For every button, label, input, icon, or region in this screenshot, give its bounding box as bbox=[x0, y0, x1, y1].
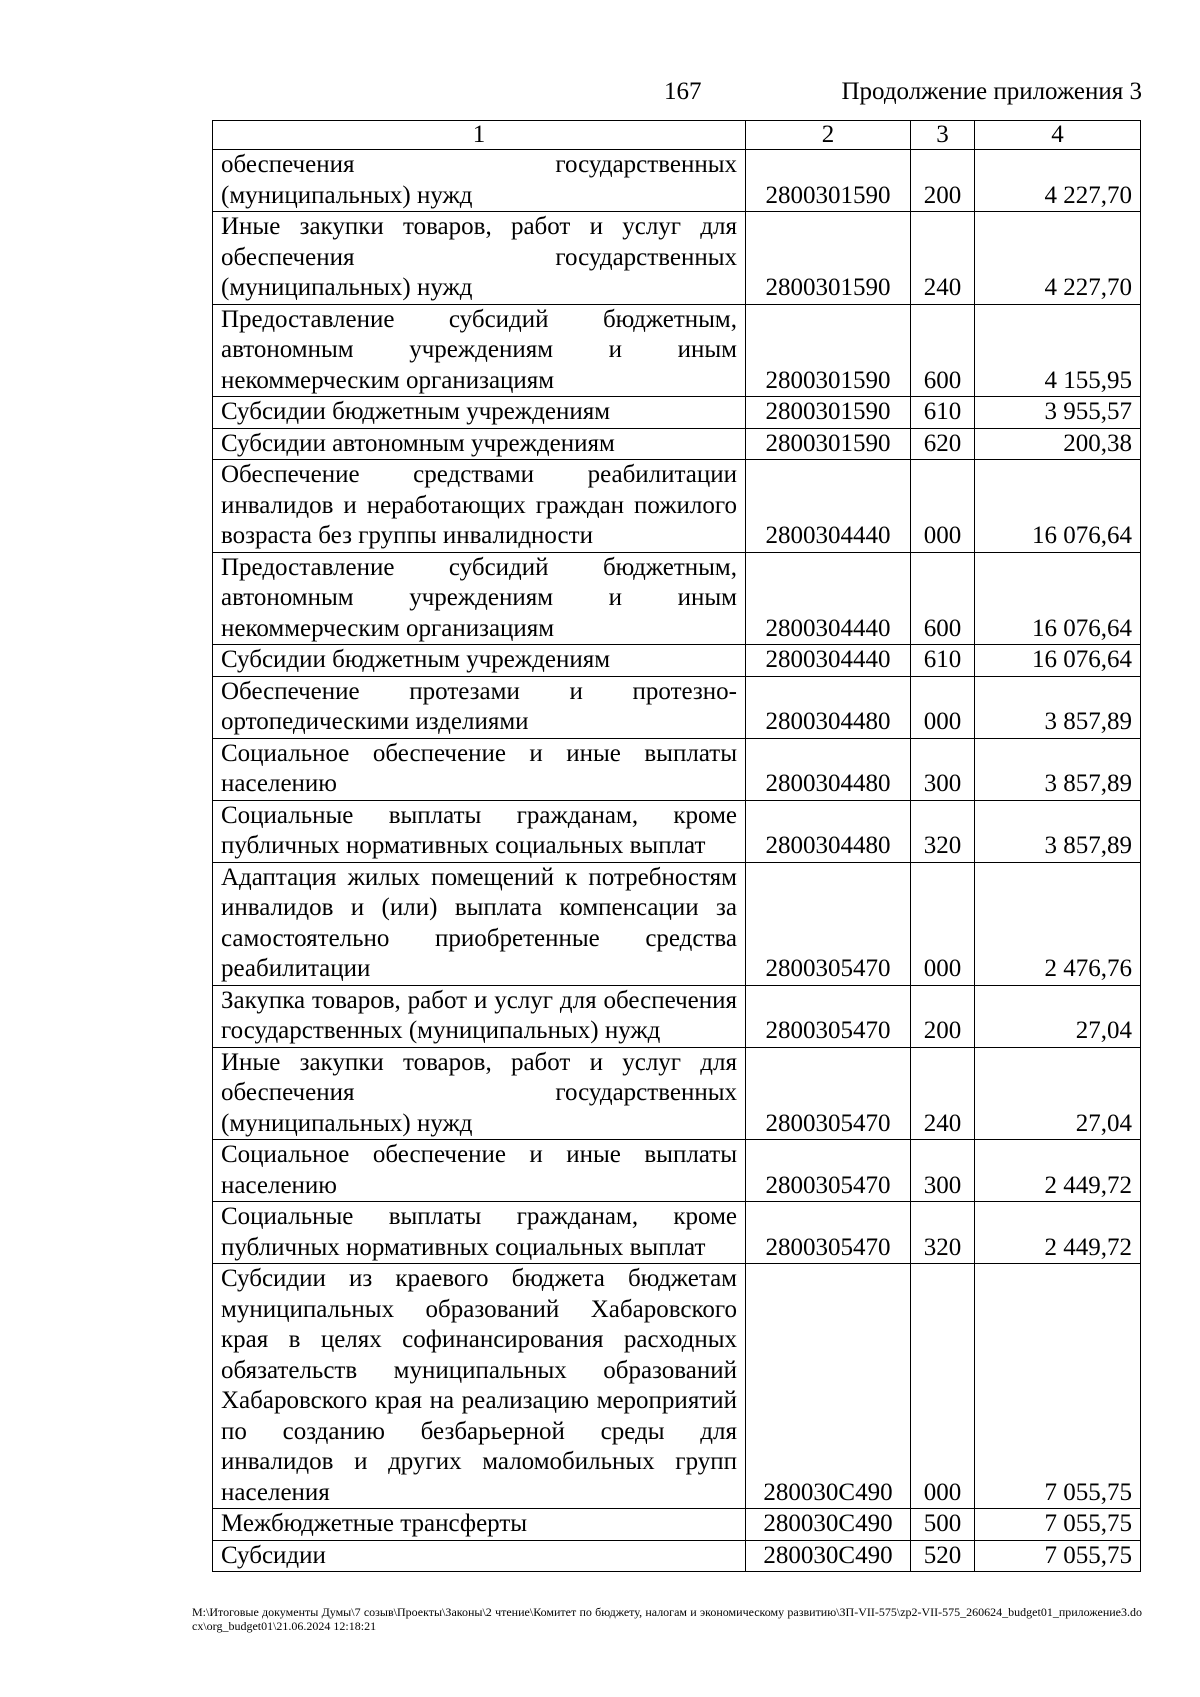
row-expense-type: 200 bbox=[911, 150, 975, 212]
table-row bbox=[213, 150, 1141, 212]
row-target-code: 2800301590 bbox=[746, 428, 911, 460]
row-amount: 7 055,75 bbox=[975, 1509, 1141, 1541]
row-description: Иные закупки товаров, работ и услуг для обеспечения государственных (муниципальных) нужд bbox=[213, 212, 746, 305]
table-row bbox=[213, 212, 1141, 305]
row-amount: 27,04 bbox=[975, 985, 1141, 1047]
row-description: Субсидии автономным учреждениям bbox=[213, 428, 746, 460]
row-description: Предоставление субсидий бюджетным, автономным учреждениям и иным некоммерческим организациям bbox=[213, 304, 746, 397]
row-amount: 3 857,89 bbox=[975, 738, 1141, 800]
table-row bbox=[213, 397, 1141, 429]
row-expense-type: 200 bbox=[911, 985, 975, 1047]
table-row bbox=[213, 738, 1141, 800]
row-amount: 3 955,57 bbox=[975, 397, 1141, 429]
row-description: Субсидии бюджетным учреждениям bbox=[213, 397, 746, 429]
table-row bbox=[213, 676, 1141, 738]
row-amount: 16 076,64 bbox=[975, 460, 1141, 553]
row-description: Социальные выплаты гражданам, кроме публичных нормативных социальных выплат bbox=[213, 800, 746, 862]
table-row bbox=[213, 1047, 1141, 1140]
row-target-code: 2800305470 bbox=[746, 1047, 911, 1140]
budget-table-body bbox=[213, 121, 1141, 1572]
table-row bbox=[213, 985, 1141, 1047]
row-target-code: 2800305470 bbox=[746, 985, 911, 1047]
column-header-3: 3 bbox=[911, 121, 975, 150]
row-description: Обеспечение протезами и протезно-ортопедическими изделиями bbox=[213, 676, 746, 738]
row-target-code: 2800305470 bbox=[746, 1202, 911, 1264]
budget-table bbox=[212, 120, 1141, 1572]
column-header-4: 4 bbox=[975, 121, 1141, 150]
table-row bbox=[213, 800, 1141, 862]
row-expense-type: 000 bbox=[911, 460, 975, 553]
row-amount: 2 449,72 bbox=[975, 1140, 1141, 1202]
row-expense-type: 610 bbox=[911, 397, 975, 429]
row-expense-type: 000 bbox=[911, 862, 975, 985]
row-amount: 4 227,70 bbox=[975, 212, 1141, 305]
row-amount: 4 155,95 bbox=[975, 304, 1141, 397]
row-description: обеспечения государственных (муниципальных) нужд bbox=[213, 150, 746, 212]
appendix-continuation-label: Продолжение приложения 3 bbox=[841, 78, 1142, 105]
row-expense-type: 620 bbox=[911, 428, 975, 460]
row-target-code: 280030С490 bbox=[746, 1264, 911, 1509]
row-amount: 27,04 bbox=[975, 1047, 1141, 1140]
column-header-1: 1 bbox=[213, 121, 746, 150]
row-expense-type: 610 bbox=[911, 645, 975, 677]
row-target-code: 2800305470 bbox=[746, 1140, 911, 1202]
row-expense-type: 240 bbox=[911, 1047, 975, 1140]
row-description: Адаптация жилых помещений к потребностям инвалидов и (или) выплата компенсации за самостоятельно приобретенные средства реабилитации bbox=[213, 862, 746, 985]
row-target-code: 2800304480 bbox=[746, 800, 911, 862]
table-row bbox=[213, 1264, 1141, 1509]
row-amount: 3 857,89 bbox=[975, 676, 1141, 738]
row-amount: 16 076,64 bbox=[975, 645, 1141, 677]
row-amount: 200,38 bbox=[975, 428, 1141, 460]
row-target-code: 2800301590 bbox=[746, 397, 911, 429]
table-row bbox=[213, 428, 1141, 460]
row-expense-type: 320 bbox=[911, 1202, 975, 1264]
row-target-code: 2800304440 bbox=[746, 460, 911, 553]
row-target-code: 2800301590 bbox=[746, 212, 911, 305]
row-target-code: 280030С490 bbox=[746, 1540, 911, 1572]
table-row bbox=[213, 1540, 1141, 1572]
column-header-2: 2 bbox=[746, 121, 911, 150]
row-target-code: 2800301590 bbox=[746, 304, 911, 397]
table-row bbox=[213, 1140, 1141, 1202]
row-amount: 7 055,75 bbox=[975, 1540, 1141, 1572]
row-description: Закупка товаров, работ и услуг для обеспечения государственных (муниципальных) нужд bbox=[213, 985, 746, 1047]
row-description: Иные закупки товаров, работ и услуг для обеспечения государственных (муниципальных) нужд bbox=[213, 1047, 746, 1140]
row-target-code: 2800304480 bbox=[746, 738, 911, 800]
row-target-code: 2800304440 bbox=[746, 552, 911, 645]
row-expense-type: 500 bbox=[911, 1509, 975, 1541]
page-number: 167 bbox=[664, 78, 702, 105]
row-target-code: 2800301590 bbox=[746, 150, 911, 212]
row-description: Предоставление субсидий бюджетным, автономным учреждениям и иным некоммерческим организациям bbox=[213, 552, 746, 645]
row-target-code: 2800304440 bbox=[746, 645, 911, 677]
row-amount: 2 476,76 bbox=[975, 862, 1141, 985]
row-expense-type: 600 bbox=[911, 304, 975, 397]
row-amount: 3 857,89 bbox=[975, 800, 1141, 862]
document-file-path: М:\Итоговые документы Думы\7 созыв\Проекты\Законы\2 чтение\Комитет по бюджету, налогам и экономическому развитию\ЗП-VII-575\zp2-VII-575_260624_budget01_приложение3.docx\org_budget01\21.06.2024 12:18:21 bbox=[192, 1605, 1142, 1633]
row-expense-type: 000 bbox=[911, 1264, 975, 1509]
row-description: Социальные выплаты гражданам, кроме публичных нормативных социальных выплат bbox=[213, 1202, 746, 1264]
row-description: Обеспечение средствами реабилитации инвалидов и неработающих граждан пожилого возраста без группы инвалидности bbox=[213, 460, 746, 553]
page-header bbox=[0, 78, 1200, 114]
row-description: Социальное обеспечение и иные выплаты населению bbox=[213, 1140, 746, 1202]
row-expense-type: 320 bbox=[911, 800, 975, 862]
row-expense-type: 600 bbox=[911, 552, 975, 645]
row-description: Субсидии бюджетным учреждениям bbox=[213, 645, 746, 677]
row-target-code: 2800304480 bbox=[746, 676, 911, 738]
table-row bbox=[213, 304, 1141, 397]
row-target-code: 2800305470 bbox=[746, 862, 911, 985]
row-expense-type: 240 bbox=[911, 212, 975, 305]
row-amount: 2 449,72 bbox=[975, 1202, 1141, 1264]
row-description: Социальное обеспечение и иные выплаты населению bbox=[213, 738, 746, 800]
row-amount: 4 227,70 bbox=[975, 150, 1141, 212]
row-description: Субсидии bbox=[213, 1540, 746, 1572]
table-row bbox=[213, 552, 1141, 645]
row-description: Межбюджетные трансферты bbox=[213, 1509, 746, 1541]
table-header-row bbox=[213, 121, 1141, 150]
table-row bbox=[213, 1202, 1141, 1264]
row-expense-type: 300 bbox=[911, 738, 975, 800]
row-amount: 16 076,64 bbox=[975, 552, 1141, 645]
table-row bbox=[213, 460, 1141, 553]
row-description: Субсидии из краевого бюджета бюджетам муниципальных образований Хабаровского края в целях софинансирования расходных обязательств муниципальных образований Хабаровского края на реализацию мероприятий по созданию безбарьерной среды для инвалидов и других маломобильных групп населения bbox=[213, 1264, 746, 1509]
table-row bbox=[213, 1509, 1141, 1541]
row-expense-type: 520 bbox=[911, 1540, 975, 1572]
row-target-code: 280030С490 bbox=[746, 1509, 911, 1541]
row-expense-type: 000 bbox=[911, 676, 975, 738]
row-expense-type: 300 bbox=[911, 1140, 975, 1202]
table-row bbox=[213, 862, 1141, 985]
table-row bbox=[213, 645, 1141, 677]
row-amount: 7 055,75 bbox=[975, 1264, 1141, 1509]
